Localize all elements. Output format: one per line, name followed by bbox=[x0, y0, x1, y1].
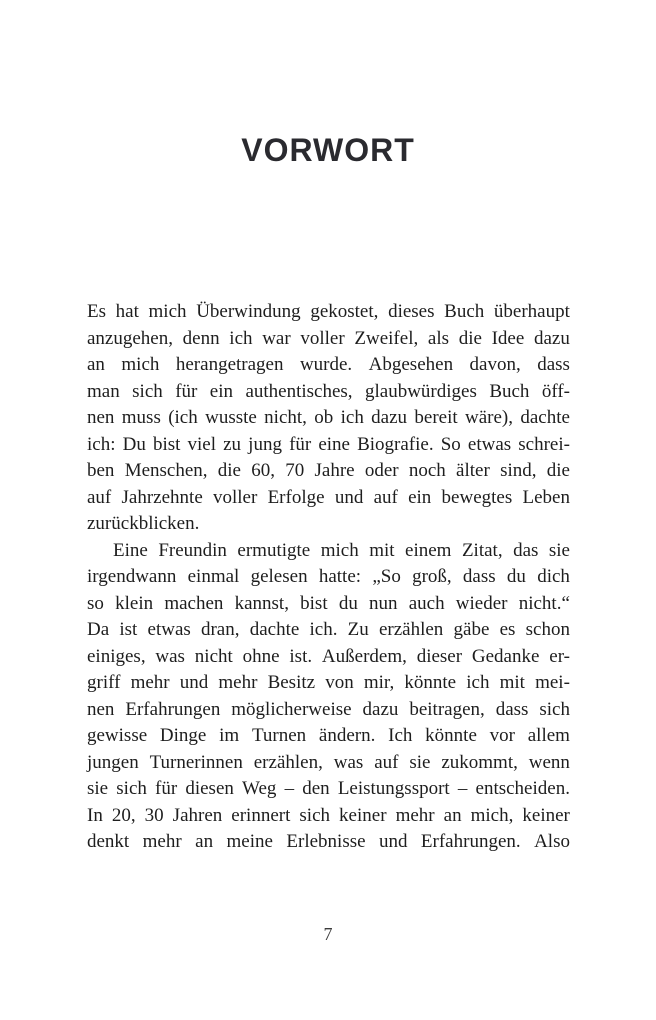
text-line bbox=[87, 723, 570, 750]
page-number: 7 bbox=[323, 924, 333, 944]
word: denkt bbox=[87, 831, 130, 852]
word: „So bbox=[372, 566, 401, 587]
text-line bbox=[87, 299, 570, 326]
word: 70 bbox=[285, 460, 305, 481]
word: mich bbox=[320, 539, 359, 561]
word: einem bbox=[405, 539, 452, 561]
word: voller bbox=[213, 486, 258, 508]
word: für bbox=[155, 778, 178, 799]
word: war bbox=[262, 327, 291, 349]
text-line bbox=[87, 803, 570, 830]
word: allem bbox=[527, 725, 570, 746]
text-line bbox=[87, 644, 570, 671]
word: von bbox=[325, 672, 354, 693]
word: Dinge bbox=[159, 725, 207, 746]
word: überhaupt bbox=[493, 301, 570, 322]
word: als bbox=[427, 327, 450, 349]
word: Ich bbox=[388, 725, 413, 746]
word: Zitat, bbox=[461, 539, 503, 561]
word: jungen bbox=[87, 751, 139, 773]
word: für bbox=[175, 380, 198, 402]
word: Idee bbox=[491, 327, 525, 349]
word: In bbox=[87, 804, 103, 826]
word: zu bbox=[223, 433, 242, 455]
word: die bbox=[217, 460, 241, 481]
word: sie bbox=[87, 778, 109, 799]
word: griff bbox=[87, 672, 121, 693]
word: gäbe bbox=[453, 619, 490, 640]
word: So bbox=[440, 433, 461, 455]
word: dachte bbox=[249, 619, 300, 640]
word: dieses bbox=[388, 301, 435, 322]
word: 30 bbox=[144, 804, 164, 826]
text-line bbox=[87, 326, 570, 353]
word: Biografie. bbox=[357, 433, 434, 455]
word: Turnerinnen bbox=[149, 751, 243, 773]
word: sich bbox=[116, 778, 147, 799]
text-line bbox=[87, 750, 570, 777]
word: Leben bbox=[522, 486, 570, 508]
word: an bbox=[443, 804, 462, 826]
word: gelesen bbox=[250, 566, 308, 587]
word: Zweifel, bbox=[354, 327, 419, 349]
word: erinnert bbox=[231, 804, 291, 826]
word: nen bbox=[87, 698, 115, 720]
word: hatte: bbox=[318, 566, 362, 587]
word: mich bbox=[121, 354, 160, 375]
text-line bbox=[87, 564, 570, 591]
word: mehr bbox=[130, 672, 170, 693]
text-line bbox=[87, 829, 570, 856]
word: Menschen, bbox=[124, 460, 208, 481]
word: dich bbox=[537, 566, 570, 587]
word: man bbox=[87, 380, 120, 402]
word: mit bbox=[369, 539, 395, 561]
text-line bbox=[87, 405, 570, 432]
word: an bbox=[195, 831, 214, 852]
word: mei- bbox=[535, 672, 570, 693]
word: muss bbox=[121, 407, 161, 428]
text-line bbox=[87, 617, 570, 644]
word: Erfolge bbox=[267, 486, 325, 508]
word: sie bbox=[548, 539, 570, 561]
word: du bbox=[338, 592, 358, 614]
word: klein bbox=[115, 592, 154, 614]
word: machen bbox=[164, 592, 224, 614]
word: Freundin bbox=[158, 539, 227, 561]
word: sie bbox=[409, 751, 431, 773]
word: keiner bbox=[522, 804, 570, 826]
word: Jahre bbox=[314, 460, 355, 481]
word: könnte bbox=[425, 725, 477, 746]
word: nen bbox=[87, 407, 115, 428]
word: (ich bbox=[168, 407, 198, 428]
word: jung bbox=[248, 433, 282, 455]
word: Buch bbox=[489, 380, 530, 402]
word: ben bbox=[87, 460, 115, 481]
word: dazu bbox=[534, 327, 570, 349]
word: und bbox=[378, 831, 408, 852]
text-line bbox=[87, 432, 570, 459]
word: ich bbox=[229, 327, 253, 349]
word: mir, bbox=[363, 672, 395, 693]
body-text bbox=[87, 299, 570, 856]
word: Gedanke bbox=[471, 645, 540, 667]
word: ich: bbox=[87, 433, 116, 455]
word: viel bbox=[187, 433, 217, 455]
word: ohne bbox=[242, 645, 280, 667]
word: dass bbox=[537, 354, 570, 375]
word: noch bbox=[408, 460, 446, 481]
word: ist bbox=[119, 619, 138, 640]
word: wurde. bbox=[299, 354, 353, 375]
word: etwas bbox=[467, 433, 512, 455]
word: keiner bbox=[339, 804, 387, 826]
word: Überwindung bbox=[196, 301, 301, 322]
word: was bbox=[333, 751, 364, 773]
word: im bbox=[219, 725, 240, 746]
word: entscheiden. bbox=[475, 778, 570, 799]
word: bereit bbox=[414, 407, 458, 428]
word: wusste bbox=[205, 407, 257, 428]
word: er- bbox=[549, 645, 570, 667]
chapter-title: VORWORT bbox=[241, 132, 415, 168]
word: dachte bbox=[520, 407, 570, 428]
word: bist bbox=[300, 592, 328, 614]
word: die bbox=[458, 327, 482, 349]
word: erzählen bbox=[378, 619, 444, 640]
word: ein bbox=[408, 486, 432, 508]
paragraph bbox=[87, 299, 570, 538]
word: – bbox=[284, 778, 295, 799]
word: diesen bbox=[185, 778, 234, 799]
word: sich bbox=[539, 698, 570, 720]
word: einiges, bbox=[87, 645, 146, 667]
word: mich, bbox=[470, 804, 514, 826]
word: Also bbox=[534, 831, 570, 852]
word: mehr bbox=[142, 831, 182, 852]
word: öff- bbox=[541, 380, 570, 402]
word: herangetragen bbox=[175, 354, 284, 375]
word: den bbox=[302, 778, 330, 799]
text-line bbox=[87, 485, 570, 512]
word: dass bbox=[495, 698, 529, 720]
word: denn bbox=[182, 327, 220, 349]
word: könnte bbox=[404, 672, 457, 693]
word: Abgesehen bbox=[368, 354, 454, 375]
word: 60, bbox=[251, 460, 275, 481]
word: was bbox=[155, 645, 185, 667]
word: anzugehen, bbox=[87, 327, 173, 349]
word: die bbox=[546, 460, 570, 481]
word: älter bbox=[456, 460, 490, 481]
word: vor bbox=[489, 725, 515, 746]
word: auch bbox=[408, 592, 445, 614]
word: eine bbox=[318, 433, 350, 455]
word: etwas bbox=[147, 619, 191, 640]
word: glaubwürdiges bbox=[365, 380, 477, 402]
word: mich bbox=[148, 301, 187, 322]
word: beitragen, bbox=[409, 698, 485, 720]
word: mit bbox=[499, 672, 525, 693]
word: Es bbox=[87, 301, 106, 322]
word: Erfahrungen. bbox=[420, 831, 521, 852]
word: 20, bbox=[111, 804, 136, 826]
word: Buch bbox=[444, 301, 485, 322]
word: nun bbox=[369, 592, 398, 614]
word: dazu bbox=[362, 698, 399, 720]
word: nicht, bbox=[264, 407, 307, 428]
word: sich bbox=[299, 804, 331, 826]
word: schrei- bbox=[518, 433, 570, 455]
word: kannst, bbox=[234, 592, 289, 614]
word: für bbox=[289, 433, 312, 455]
word: gewisse bbox=[87, 725, 148, 746]
word: nicht.“ bbox=[518, 592, 570, 614]
paragraph bbox=[87, 538, 570, 856]
word: dieser bbox=[416, 645, 463, 667]
word: schon bbox=[525, 619, 570, 640]
word: zukommt, bbox=[441, 751, 518, 773]
word: Erlebnisse bbox=[286, 831, 366, 852]
word: an bbox=[87, 354, 105, 375]
word: und bbox=[179, 672, 209, 693]
word: auf bbox=[373, 486, 398, 508]
word: Weg bbox=[242, 778, 277, 799]
word: Jahren bbox=[172, 804, 223, 826]
word: Da bbox=[87, 619, 110, 640]
word: ist. bbox=[289, 645, 313, 667]
word: ob bbox=[314, 407, 334, 428]
word: Besitz bbox=[267, 672, 316, 693]
word: bewegtes bbox=[441, 486, 513, 508]
word: dass bbox=[462, 566, 496, 587]
word: mehr bbox=[218, 672, 258, 693]
text-line bbox=[87, 538, 570, 565]
text-line bbox=[87, 776, 570, 803]
word: hat bbox=[115, 301, 139, 322]
word: ein bbox=[209, 380, 234, 402]
word: Eine bbox=[113, 539, 148, 561]
word: gekostet, bbox=[310, 301, 379, 322]
word: voller bbox=[300, 327, 345, 349]
text-line bbox=[87, 591, 570, 618]
word: auf bbox=[87, 486, 112, 508]
word: ich bbox=[466, 672, 490, 693]
word: dazu bbox=[371, 407, 408, 428]
word: sich bbox=[132, 380, 163, 402]
word: auf bbox=[374, 751, 399, 773]
word: mehr bbox=[395, 804, 435, 826]
text-line bbox=[87, 670, 570, 697]
word: Erfahrungen bbox=[125, 698, 221, 720]
word: einmal bbox=[187, 566, 240, 587]
word: ermutigte bbox=[237, 539, 311, 561]
text-line: zurückblicken. bbox=[87, 513, 200, 534]
word: irgendwann bbox=[87, 566, 177, 587]
word: und bbox=[334, 486, 364, 508]
word: Du bbox=[122, 433, 146, 455]
word: authentisches, bbox=[245, 380, 353, 402]
word: davon, bbox=[469, 354, 521, 375]
text-line bbox=[87, 697, 570, 724]
text-line bbox=[87, 352, 570, 379]
word: meine bbox=[226, 831, 273, 852]
word: bist bbox=[152, 433, 181, 455]
word: wieder bbox=[455, 592, 508, 614]
word: Leistungssport bbox=[337, 778, 450, 799]
word: es bbox=[499, 619, 516, 640]
word: Außerdem, bbox=[321, 645, 407, 667]
word: du bbox=[506, 566, 526, 587]
word: erzählen, bbox=[253, 751, 323, 773]
word: nicht bbox=[194, 645, 233, 667]
word: – bbox=[457, 778, 468, 799]
word: möglicherweise bbox=[231, 698, 352, 720]
text-line bbox=[87, 379, 570, 406]
word: ich bbox=[340, 407, 364, 428]
word: dran, bbox=[200, 619, 240, 640]
word: oder bbox=[364, 460, 399, 481]
word: ich. bbox=[309, 619, 338, 640]
word: Jahrzehnte bbox=[121, 486, 203, 508]
word: sind, bbox=[500, 460, 537, 481]
word: wenn bbox=[528, 751, 570, 773]
word: Zu bbox=[347, 619, 369, 640]
word: wäre), bbox=[465, 407, 513, 428]
word: groß, bbox=[412, 566, 452, 587]
word: ändern. bbox=[318, 725, 376, 746]
word: so bbox=[87, 592, 104, 614]
word: das bbox=[513, 539, 539, 561]
word: Turnen bbox=[251, 725, 307, 746]
text-line bbox=[87, 458, 570, 485]
